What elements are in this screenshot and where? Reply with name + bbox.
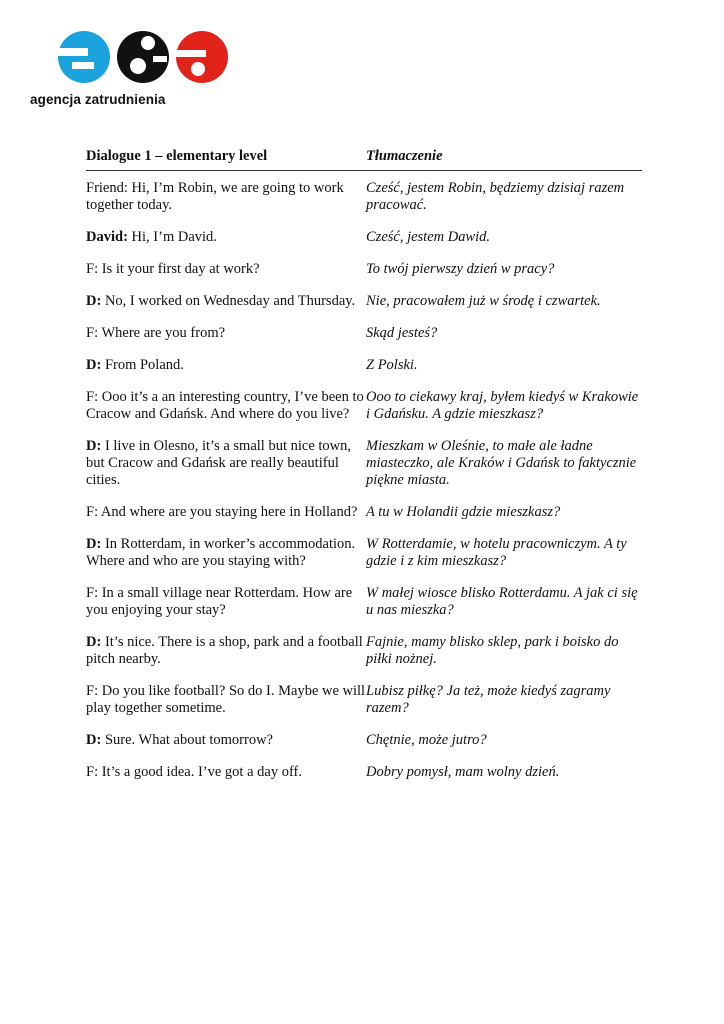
table-row	[86, 536, 642, 570]
speaker-label: D:	[86, 732, 102, 748]
dialogue-table	[86, 148, 642, 796]
english-line	[86, 357, 366, 374]
english-line	[86, 764, 366, 781]
table-row	[86, 261, 642, 278]
polish-translation: Chętnie, może jutro?	[366, 732, 487, 748]
english-line	[86, 536, 366, 570]
english-text: F: Is it your first day at work?	[86, 261, 260, 277]
polish-translation: W Rotterdamie, w hotelu pracowniczym. A ty gdzie i z kim mieszkasz?	[366, 536, 627, 569]
speaker-label: D:	[86, 438, 102, 454]
english-text: In Rotterdam, in worker’s accommodation. Where and who are you staying with?	[86, 536, 356, 569]
english-text: Friend: Hi, I’m Robin, we are going to work together today.	[86, 180, 344, 213]
polish-translation: Ooo to ciekawy kraj, byłem kiedyś w Krakowie i Gdańsku. A gdzie mieszkasz?	[366, 389, 639, 422]
english-text: F: It’s a good idea. I’ve got a day off.	[86, 764, 302, 780]
speaker-label: D:	[86, 357, 102, 373]
english-text: F: Ooo it’s a an interesting country, I’ve been to Cracow and Gdańsk. And where do you live?	[86, 389, 364, 422]
header-english: Dialogue 1 – elementary level	[86, 148, 268, 164]
polish-translation: Mieszkam w Oleśnie, to małe ale ładne miasteczko, ale Kraków i Gdańsk to faktycznie piękne miasta.	[366, 438, 637, 488]
table-row	[86, 357, 642, 374]
polish-translation: To twój pierwszy dzień w pracy?	[366, 261, 555, 277]
english-line	[86, 634, 366, 668]
polish-translation: Z Polski.	[366, 357, 418, 373]
polish-translation: Dobry pomysł, mam wolny dzień.	[366, 764, 560, 780]
table-row	[86, 634, 642, 668]
polish-translation: Cześć, jestem Robin, będziemy dzisiaj razem pracować.	[366, 180, 625, 213]
english-text: F: Where are you from?	[86, 325, 226, 341]
table-row	[86, 504, 642, 521]
english-line	[86, 389, 366, 423]
polish-translation: Nie, pracowałem już w środę i czwartek.	[366, 293, 601, 309]
english-line	[86, 683, 366, 717]
dialogue-rows	[86, 171, 642, 781]
polish-translation: Cześć, jestem Dawid.	[366, 229, 491, 245]
english-line	[86, 261, 366, 278]
english-line	[86, 438, 366, 489]
table-row	[86, 180, 642, 214]
english-line	[86, 293, 366, 310]
english-text: Sure. What about tomorrow?	[101, 732, 273, 748]
speaker-label: David:	[86, 229, 128, 245]
speaker-label: D:	[86, 634, 102, 650]
polish-translation: Fajnie, mamy blisko sklep, park i boisko do piłki nożnej.	[366, 634, 619, 667]
polish-translation: W małej wiosce blisko Rotterdamu. A jak ci się u nas mieszka?	[366, 585, 638, 618]
table-row	[86, 438, 642, 489]
table-row	[86, 683, 642, 717]
table-row	[86, 764, 642, 781]
header-polish: Tłumaczenie	[366, 148, 443, 164]
polish-translation: Lubisz piłkę? Ja też, może kiedyś zagramy razem?	[366, 683, 611, 716]
table-row	[86, 389, 642, 423]
table-header	[86, 148, 642, 171]
speaker-label: D:	[86, 293, 102, 309]
table-row	[86, 732, 642, 749]
logo-graphic	[58, 26, 228, 88]
english-line	[86, 585, 366, 619]
english-text: F: And where are you staying here in Holland?	[86, 504, 358, 520]
company-logo	[30, 26, 230, 116]
english-text: Hi, I’m David.	[127, 229, 217, 245]
logo-tagline: agencja zatrudnienia	[30, 92, 166, 107]
english-line	[86, 732, 366, 749]
table-row	[86, 293, 642, 310]
table-row	[86, 585, 642, 619]
english-line	[86, 504, 366, 521]
english-text: It’s nice. There is a shop, park and a football pitch nearby.	[86, 634, 363, 667]
polish-translation: Skąd jesteś?	[366, 325, 438, 341]
english-text: F: Do you like football? So do I. Maybe we will play together sometime.	[86, 683, 366, 716]
table-row	[86, 229, 642, 246]
english-text: From Poland.	[101, 357, 184, 373]
polish-translation: A tu w Holandii gdzie mieszkasz?	[366, 504, 561, 520]
english-line	[86, 325, 366, 342]
speaker-label: D:	[86, 536, 102, 552]
logo-blue-shape	[58, 31, 110, 83]
english-line	[86, 180, 366, 214]
english-text: F: In a small village near Rotterdam. How are you enjoying your stay?	[86, 585, 353, 618]
english-text: No, I worked on Wednesday and Thursday.	[101, 293, 356, 309]
english-line	[86, 229, 366, 246]
table-row	[86, 325, 642, 342]
english-text: I live in Olesno, it’s a small but nice town, but Cracow and Gdańsk are really beautiful cities.	[86, 438, 351, 488]
